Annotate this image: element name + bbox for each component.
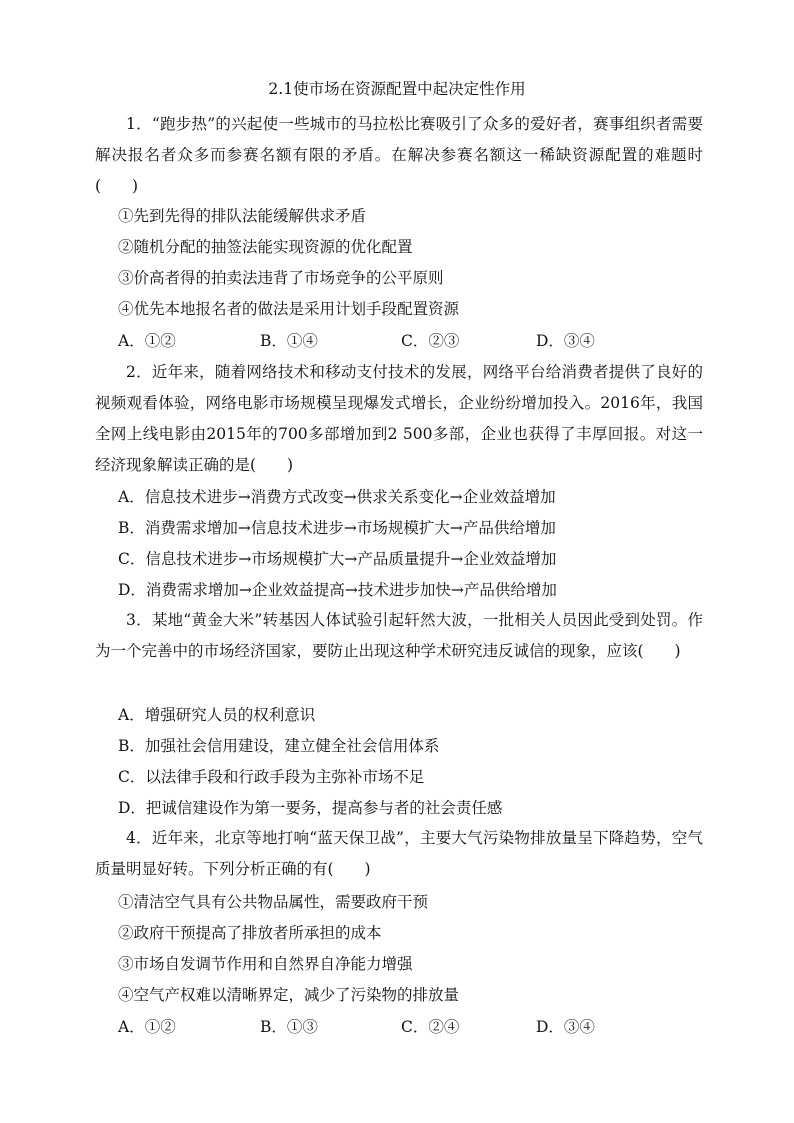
question-1-stem: 1．“跑步热”的兴起使一些城市的马拉松比赛吸引了众多的爱好者，赛事组织者需要解决报名者众多而参赛名额有限的矛盾。在解决参赛名额这一稀缺资源配置的难题时( ) — [95, 115, 703, 195]
q2-option-d: D．消费需求增加→企业效益提高→技术进步加快→产品供给增加 — [118, 581, 557, 599]
q1-choice-a: A．①② — [118, 332, 176, 350]
q3-option-a: A．增强研究人员的权利意识 — [118, 706, 316, 724]
q1-item-2: ②随机分配的抽签法能实现资源的优化配置 — [118, 238, 413, 256]
q1-item-4: ④优先本地报名者的做法是采用计划手段配置资源 — [118, 300, 460, 318]
q4-choice-b: B．①③ — [260, 1018, 318, 1036]
q4-item-1: ①清洁空气具有公共物品属性，需要政府干预 — [118, 893, 429, 911]
page-title: 2.1使市场在资源配置中起决定性作用 — [268, 80, 526, 98]
q4-choice-c: C．②④ — [401, 1018, 460, 1036]
question-3-stem: 3．某地“黄金大米”转基因人体试验引起轩然大波，一批相关人员因此受到处罚。作为一个完善中的市场经济国家，要防止出现这种学术研究违反诚信的现象，应该( ) — [95, 611, 703, 660]
q3-option-b: B．加强社会信用建设，建立健全社会信用体系 — [118, 737, 440, 755]
q4-item-4: ④空气产权难以清晰界定，减少了污染物的排放量 — [118, 986, 460, 1004]
q1-choice-b: B．①④ — [260, 332, 318, 350]
q1-item-3: ③价高者得的拍卖法违背了市场竞争的公平原则 — [118, 269, 444, 287]
q2-option-c: C．信息技术进步→市场规模扩大→产品质量提升→企业效益增加 — [118, 550, 557, 568]
q1-choice-c: C．②③ — [401, 332, 460, 350]
question-2-stem: 2．近年来，随着网络技术和移动支付技术的发展，网络平台给消费者提供了良好的视频观看体验，网络电影市场规模呈现爆发式增长，企业纷纷增加投入。2016年，我国全网上线电影由2015年的700多部增加到2 500多部，企业也获得了丰厚回报。对这一经济现象解读正确的是( ) — [95, 363, 703, 474]
q1-choice-d: D．③④ — [536, 332, 595, 350]
q2-option-b: B．消费需求增加→信息技术进步→市场规模扩大→产品供给增加 — [118, 519, 556, 537]
question-4-stem: 4．近年来，北京等地打响“蓝天保卫战”，主要大气污染物排放量呈下降趋势，空气质量明显好转。下列分析正确的有( ) — [95, 829, 703, 878]
q3-option-c: C．以法律手段和行政手段为主弥补市场不足 — [118, 768, 425, 786]
q4-choice-d: D．③④ — [536, 1018, 595, 1036]
q1-item-1: ①先到先得的排队法能缓解供求矛盾 — [118, 207, 367, 225]
q4-item-3: ③市场自发调节作用和自然界自净能力增强 — [118, 955, 413, 973]
q4-item-2: ②政府干预提高了排放者所承担的成本 — [118, 924, 382, 942]
q3-option-d: D．把诚信建设作为第一要务，提高参与者的社会责任感 — [118, 799, 503, 817]
q2-option-a: A．信息技术进步→消费方式改变→供求关系变化→企业效益增加 — [118, 488, 556, 506]
q4-choice-a: A．①② — [118, 1018, 176, 1036]
